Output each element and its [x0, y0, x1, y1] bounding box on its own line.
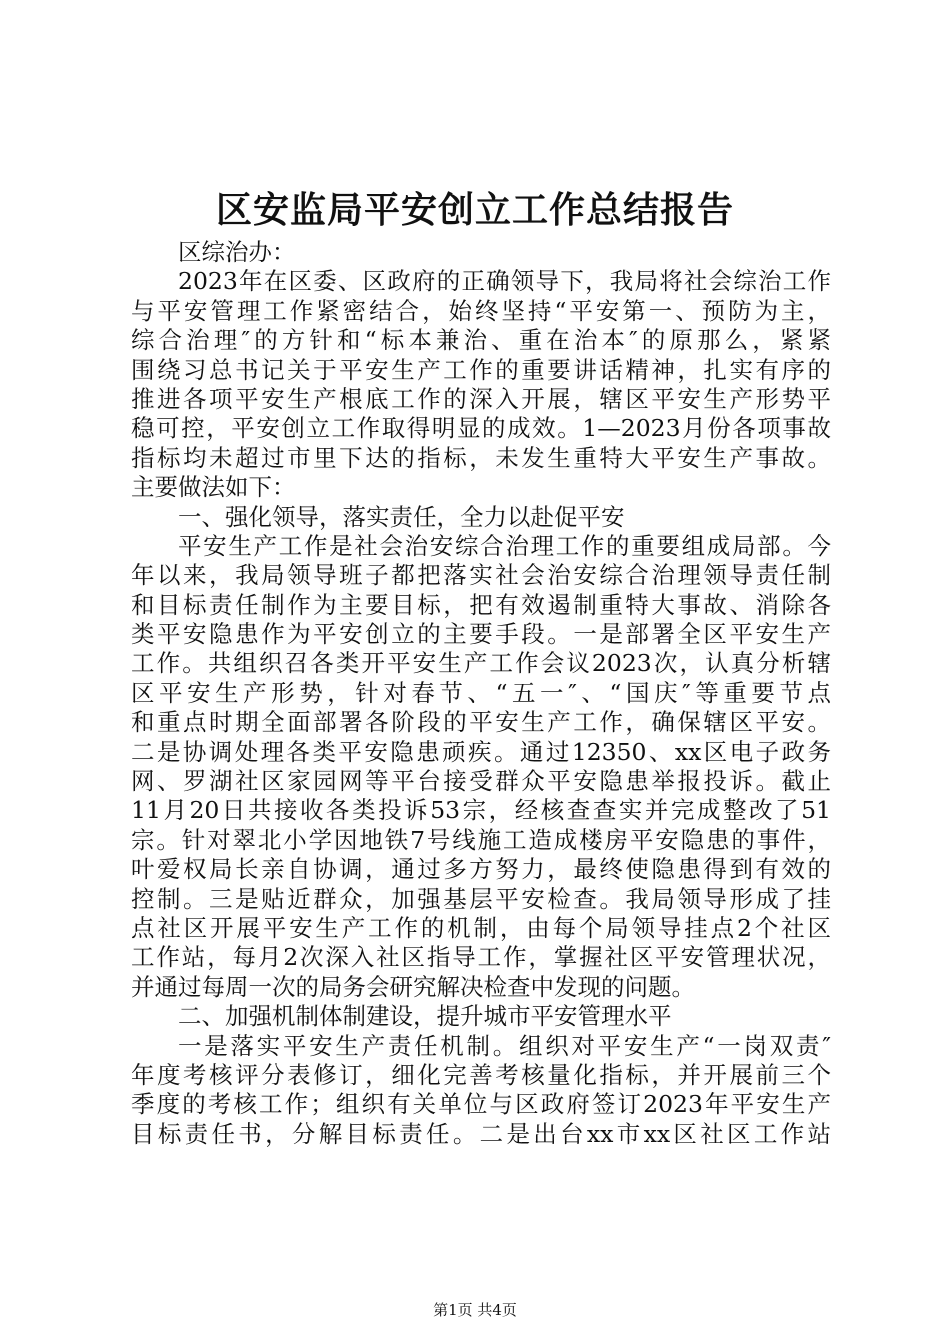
- document-title: 区安监局平安创立工作总结报告: [215, 189, 734, 231]
- body-line: 区平安生产形势，针对春节、“五一″、“国庆″等重要节点: [131, 678, 831, 707]
- body-line: 2023年在区委、区政府的正确领导下，我局将社会综治工作: [178, 267, 831, 296]
- body-line: 主要做法如下：: [131, 473, 296, 502]
- body-line: 推进各项平安生产根底工作的深入开展，辖区平安生产形势平: [131, 384, 831, 413]
- body-line: 点社区开展平安生产工作的机制，由每个局领导挂点2个社区: [131, 913, 831, 942]
- body-line: 工作站，每月2次深入社区指导工作，掌握社区平安管理状况，: [131, 943, 831, 972]
- body-line: 网、罗湖社区家园网等平台接受群众平安隐患举报投诉。截止: [131, 767, 831, 796]
- body-line: 年以来，我局领导班子都把落实社会治安综合治理领导责任制: [131, 561, 831, 590]
- body-line: 并通过每周一次的局务会研究解决检查中发现的问题。: [131, 972, 695, 1001]
- body-line: 指标均未超过市里下达的指标，未发生重特大平安生产事故。: [131, 443, 831, 472]
- body-line: 工作。共组织召各类开平安生产工作会议2023次，认真分析辖: [131, 649, 831, 678]
- body-line: 二是协调处理各类平安隐患顽疾。通过12350、xx区电子政务: [131, 737, 831, 766]
- document-body: [131, 238, 831, 1149]
- salutation-line: 区综治办：: [178, 238, 296, 266]
- body-line: 与平安管理工作紧密结合，始终坚持“平安第一、预防为主，: [131, 296, 831, 325]
- body-line: 平安生产工作是社会治安综合治理工作的重要组成局部。今: [178, 531, 831, 560]
- body-line: 和目标责任制作为主要目标，把有效遏制重特大事故、消除各: [131, 590, 831, 619]
- body-line: 季度的考核工作；组织有关单位与区政府签订2023年平安生产: [131, 1090, 831, 1119]
- body-line: 控制。三是贴近群众，加强基层平安检查。我局领导形成了挂: [131, 884, 831, 913]
- body-line: 类平安隐患作为平安创立的主要手段。一是部署全区平安生产: [131, 620, 831, 649]
- body-line: 11月20日共接收各类投诉53宗，经核查查实并完成整改了51: [131, 796, 831, 825]
- body-line: 一是落实平安生产责任机制。组织对平安生产“一岗双责″: [178, 1031, 831, 1060]
- section-heading: 一、强化领导，落实责任，全力以赴促平安: [178, 502, 625, 531]
- body-line: 宗。针对翠北小学因地铁7号线施工造成楼房平安隐患的事件，: [131, 825, 831, 854]
- body-line: 叶爱权局长亲自协调，通过多方努力，最终使隐患得到有效的: [131, 855, 831, 884]
- body-line: 综合治理″的方针和“标本兼治、重在治本″的原那么，紧紧: [131, 326, 831, 355]
- body-line: 年度考核评分表修订，细化完善考核量化指标，并开展前三个: [131, 1060, 831, 1089]
- body-line: 目标责任书，分解目标责任。二是出台xx市xx区社区工作站: [131, 1119, 831, 1148]
- page-number-footer: 第1页 共4页: [433, 1301, 517, 1319]
- body-line: 和重点时期全面部署各阶段的平安生产工作，确保辖区平安。: [131, 708, 831, 737]
- body-line: 围绕习总书记关于平安生产工作的重要讲话精神，扎实有序的: [131, 355, 831, 384]
- section-heading: 二、加强机制体制建设，提升城市平安管理水平: [178, 1002, 672, 1031]
- body-line: 稳可控，平安创立工作取得明显的成效。1—2023月份各项事故: [131, 414, 831, 443]
